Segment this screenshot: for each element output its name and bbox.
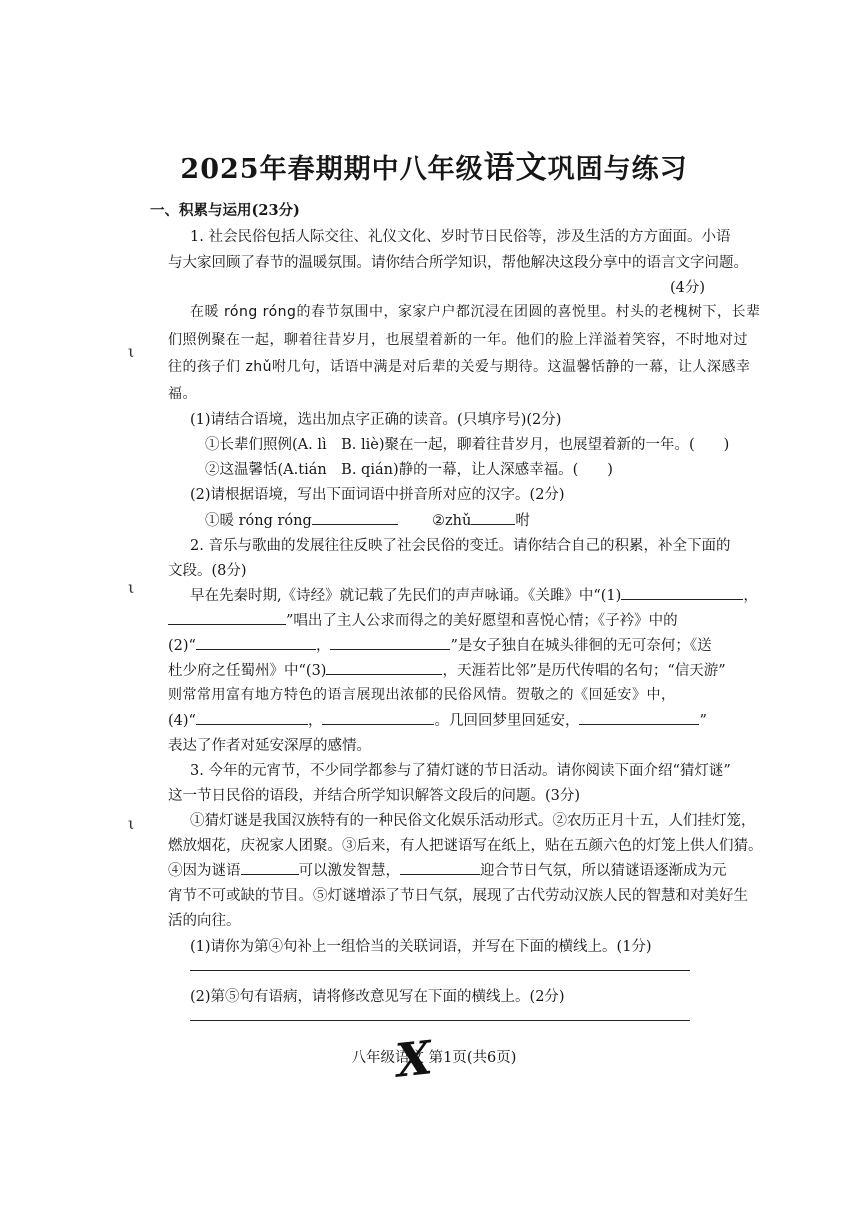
- q2-line2: [168, 609, 678, 630]
- answer-line-1[interactable]: [190, 970, 690, 971]
- q2-line6: [168, 709, 707, 730]
- q2-l6-comma: ，: [307, 713, 323, 729]
- title-prefix: 2025年春期期中八年级: [180, 154, 484, 185]
- q3-passage-line4: 宵节不可或缺的节目。⑤灯谜增添了节日气氛，展现了古代劳动汉族人民的智慧和对美好生: [168, 888, 748, 904]
- q1-passage-line2: 们照例聚在一起，聊着往昔岁月，也展望着新的一年。他们的脸上洋溢着笑容，不时地对过: [168, 332, 748, 348]
- q1-intro-line1: 1. 社会民俗包括人际交往、礼仪文化、岁时节日民俗等，涉及生活的方方面面。小语: [190, 229, 731, 245]
- margin-mark: ι: [128, 342, 135, 361]
- answer-blank-1b[interactable]: [168, 610, 286, 625]
- q1-sub1-item-a: ①长辈们照例(A. lì B. liè)聚在一起，聊着往昔岁月，也展望着新的一年。( ): [205, 437, 730, 453]
- q2-line5: 则常常用富有地方特色的语言展现出浓郁的民俗风情。贺敬之的《回延安》中，: [168, 687, 676, 703]
- q3-passage-line3: [168, 859, 727, 880]
- q3-intro-line1: 3. 今年的元宵节，不少同学都参与了猜灯谜的节日活动。请你阅读下面介绍“猜灯谜”: [190, 763, 731, 779]
- answer-blank-2a[interactable]: [196, 635, 316, 650]
- exam-title: [0, 142, 868, 187]
- q1-passage-line1: 在暖 róng róng的春节氛围中，家家户户都沉浸在团圆的喜悦里。村头的老槐树下，长辈: [190, 304, 761, 320]
- q2-line1: [190, 584, 758, 605]
- q2-l1-text: 早在先秦时期,《诗经》就记载了先民们的声声咏诵。《关雎》中“(1): [190, 588, 622, 604]
- answer-blank-4c[interactable]: [579, 710, 699, 725]
- answer-blank-4b[interactable]: [322, 710, 434, 725]
- q1-sub2: (2)请根据语境，写出下面词语中拼音所对应的汉字。(2分): [190, 487, 565, 503]
- q2-l3-text: ”是女子独自在城头徘徊的无可奈何；《送: [450, 638, 712, 654]
- q2-l6-close: ”: [699, 713, 707, 729]
- q3-sub1: (1)请你为第④句补上一组恰当的关联词语，并写在下面的横线上。(1分): [190, 939, 652, 955]
- answer-blank[interactable]: [312, 510, 398, 525]
- q2-l4-text: 杜少府之任蜀州》中“(3): [168, 663, 327, 679]
- q2-intro-line1: 2. 音乐与歌曲的发展往往反映了社会民俗的变迁。请你结合自己的积累，补全下面的: [190, 538, 731, 554]
- q1-sub2-item-a: [205, 509, 398, 530]
- q2-l3-comma: ，: [315, 638, 331, 654]
- margin-mark: ι: [128, 578, 135, 597]
- answer-blank-conj2[interactable]: [400, 860, 480, 875]
- q1-passage-line4: 福。: [168, 386, 197, 402]
- section-heading: 一、积累与运用(23分): [150, 202, 300, 219]
- answer-blank[interactable]: [471, 510, 515, 525]
- q1-sub2-b-end: 咐: [515, 513, 530, 529]
- answer-blank-2b[interactable]: [330, 635, 450, 650]
- q3-intro-line2: 这一节日民俗的语段，并结合所学知识解答文段后的问题。(3分): [168, 788, 581, 804]
- q2-line7: 表达了作者对延安深厚的感情。: [168, 738, 371, 754]
- answer-blank-3[interactable]: [326, 660, 442, 675]
- stamp-mark: X: [393, 1030, 435, 1088]
- q2-line4: [168, 659, 726, 680]
- q3-passage-line1: ①猜灯谜是我国汉族特有的一种民俗文化娱乐活动形式。②农历正月十五，人们挂灯笼，: [190, 813, 756, 829]
- answer-blank-4a[interactable]: [196, 710, 308, 725]
- q3-p3-start: ④因为谜语: [168, 863, 241, 879]
- answer-line-2[interactable]: [190, 1020, 690, 1021]
- q1-intro-line2: 与大家回顾了春节的温暖氛围。请你结合所学知识，帮他解决这段分享中的语言文字问题。: [168, 255, 748, 271]
- answer-blank-conj1[interactable]: [241, 860, 299, 875]
- page-footer: 八年级语文 第1页(共6页): [351, 1050, 517, 1066]
- q3-p3-mid: 可以激发智慧，: [298, 863, 400, 879]
- q1-sub2-b-label: ②zhǔ: [432, 513, 472, 529]
- q1-passage-line3: 往的孩子们 zhǔ咐几句，话语中满是对后辈的关爱与期待。这温馨恬静的一幕，让人深感幸: [168, 359, 751, 375]
- q2-intro-line2: 文段。(8分): [168, 563, 247, 579]
- q1-sub1-item-b: ②这温馨恬(A.tián B. qián)静的一幕，让人深感幸福。( ): [205, 462, 613, 478]
- q3-passage-line5: 活的向往。: [168, 913, 241, 929]
- q3-sub2: (2)第⑤句有语病，请将修改意见写在下面的横线上。(2分): [190, 989, 565, 1005]
- q2-l3-open: (2)“: [168, 638, 196, 654]
- title-subject: 语文: [483, 150, 548, 186]
- q3-passage-line2: 燃放烟花，庆祝家人团聚。③后来，有人把谜语写在纸上，贴在五颜六色的灯笼上供人们猜。: [168, 838, 763, 854]
- q2-l6-text: 。几回回梦里回延安，: [434, 713, 580, 729]
- answer-blank-1a[interactable]: [621, 585, 743, 600]
- q2-l1-comma: ，: [743, 588, 758, 604]
- q1-sub1: (1)请结合语境，选出加点字正确的读音。(只填序号)(2分): [190, 412, 562, 428]
- q2-line3: [168, 634, 712, 655]
- margin-mark: ι: [128, 814, 135, 833]
- q2-l4-rest: ，天涯若比邻”是历代传唱的名句；“信天游”: [442, 663, 726, 679]
- q1-sub2-a-label: ①暖 róng róng: [205, 513, 312, 529]
- q2-l2-text: ”唱出了主人公求而得之的美好愿望和喜悦心情；《子衿》中的: [286, 613, 678, 629]
- title-suffix: 巩固与练习: [547, 154, 688, 185]
- q1-score: (4分): [670, 280, 706, 296]
- q1-sub2-item-b: [432, 509, 530, 530]
- q3-p3-end: 迎合节日气氛，所以猜谜语逐渐成为元: [480, 863, 727, 879]
- q2-l6-open: (4)“: [168, 713, 196, 729]
